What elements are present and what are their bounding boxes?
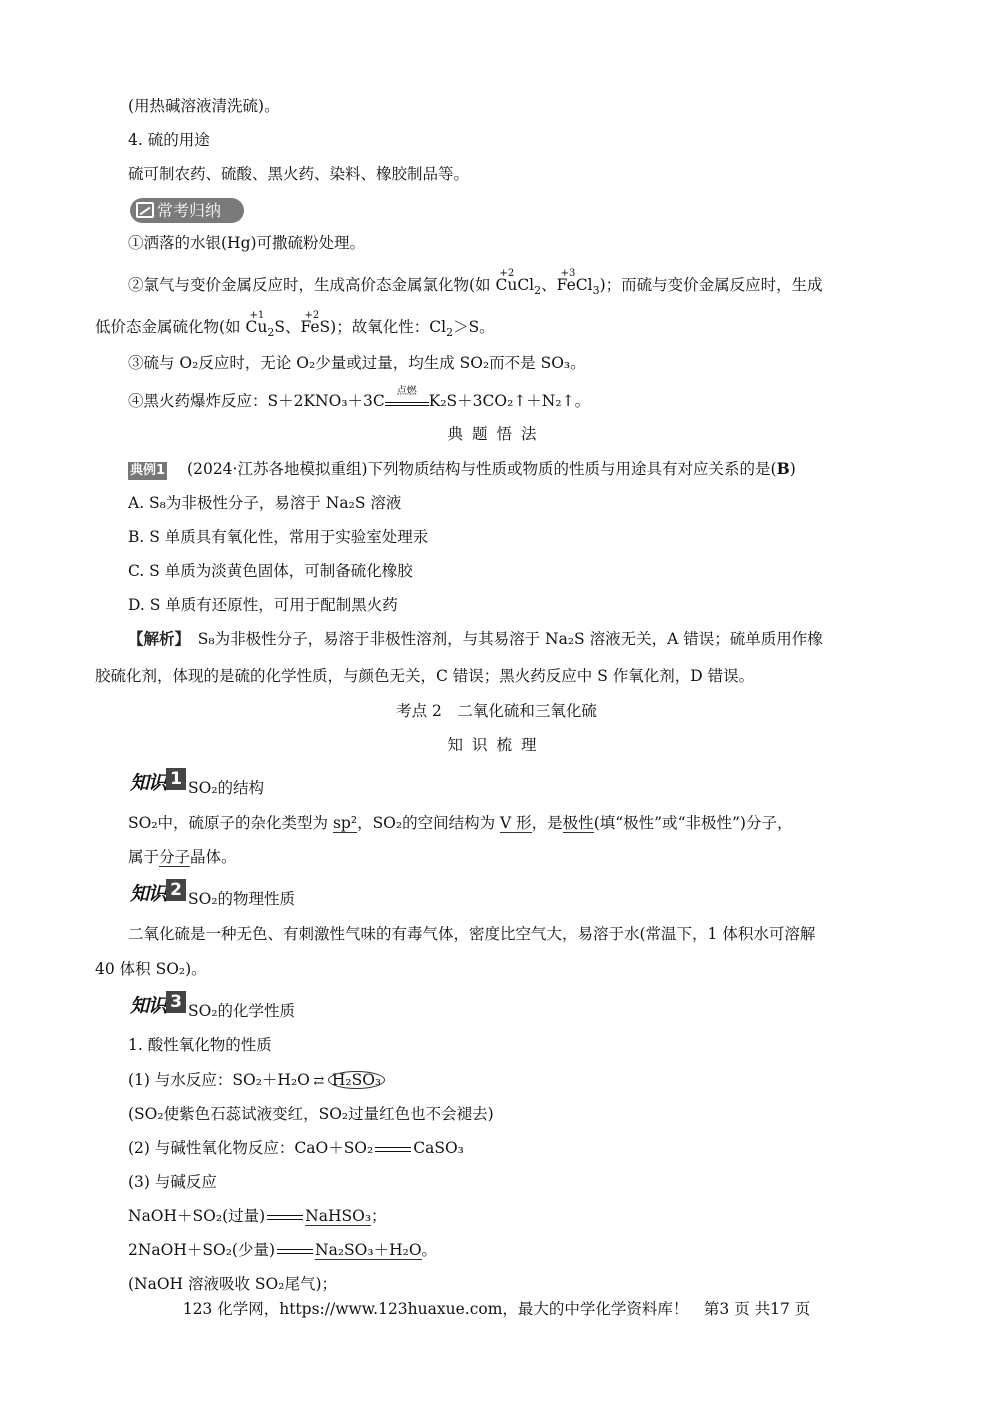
option-c: C. S 单质为淡黄色固体，可制备硫化橡胶 <box>128 562 413 580</box>
c-line-4: (2) 与碱性氧化物反应：CaO＋SO₂ CaSO₃ <box>128 1139 464 1157</box>
text-line: (用热碱溶液清洗硫)。 <box>128 97 280 115</box>
note-3: ③硫与 O₂反应时，无论 O₂少量或过量，均生成 SO₂而不是 SO₃。 <box>128 354 586 372</box>
example-badge: 典例1 <box>130 463 166 478</box>
c-line-8: (NaOH 溶液吸收 SO₂尾气)； <box>128 1275 338 1293</box>
option-b: B. S 单质具有氧化性，常用于实验室处理汞 <box>128 528 429 546</box>
note-2: ②氯气与变价金属反应时，生成高价态金属氯化物(如 +2 CuCl$_2$、 +3 FeCl$_3$)；而硫与变价金属反应时，生成 <box>128 268 823 297</box>
note-4: ④黑火药爆炸反应：S＋2KNO₃＋3C 点燃 K₂S＋3CO₂↑＋N₂↑。 <box>128 386 591 410</box>
summary-tag-label: 常考归纳 <box>157 201 222 220</box>
section-title-example: 典题悟法 <box>447 425 546 443</box>
example-question: 典例1 (2024·江苏各地模拟重组)下列物质结构与性质或物质的性质与用途具有对应关系的是(B) <box>130 459 796 478</box>
c-line-6: NaOH＋SO₂(过量) NaHSO₃； <box>128 1207 387 1225</box>
c-line-5: (3) 与碱反应 <box>128 1173 217 1191</box>
c-line-2: (1) 与水反应：SO₂＋H₂O ⇄ H₂SO₃ <box>128 1069 385 1093</box>
knowledge-2-heading: 知识 2 SO₂的物理性质 <box>130 880 296 908</box>
answer: B <box>776 459 790 478</box>
reversible-arrow-icon: ⇄ <box>313 1074 325 1089</box>
equals-sign-icon <box>267 1215 303 1220</box>
note-2-cont: 低价态金属硫化物(如 +1 $Cu_2S$、 +2 FeS)；故氧化性：$Cl_2>S$。 <box>95 310 495 339</box>
summary-tag <box>130 198 244 223</box>
trend-chart-icon <box>136 202 154 218</box>
ignite-condition: 点燃 <box>385 393 429 406</box>
text-line: 硫可制农药、硫酸、黑火药、染料、橡胶制品等。 <box>128 165 470 183</box>
knowledge-1-heading: 知识 1 SO₂的结构 <box>130 769 265 797</box>
k1-line-2: 属于分子晶体。 <box>128 848 237 866</box>
k2-line-1: 二氧化硫是一种无色、有刺激性气味的有毒气体，密度比空气大，易溶于水(常温下，1 体积水可溶解 <box>128 925 816 943</box>
equals-sign-icon <box>277 1249 313 1254</box>
section-subtitle-knowledge: 知识梳理 <box>447 736 546 754</box>
k2-line-2: 40 体积 SO₂)。 <box>95 960 207 978</box>
cu2s-formula: +1 $Cu_2S$ <box>245 310 285 339</box>
k1-line-1: SO₂中，硫原子的杂化类型为 sp²，SO₂的空间结构为 V 形，是极性(填“极性”或“非极性”)分子， <box>128 814 793 832</box>
c-line-7: 2NaOH＋SO₂(少量) Na₂SO₃＋H₂O。 <box>128 1241 438 1259</box>
analysis-line-1: 【解析】 S₈为非极性分子，易溶于非极性溶剂，与其易溶于 Na₂S 溶液无关，A 错误；硫单质用作橡 <box>128 629 823 648</box>
page-footer: 123 化学网，https://www.123huaxue.com，最大的中学化学资料库！ 第3 页 共17 页 <box>182 1300 811 1318</box>
analysis-line-2: 胶硫化剂，体现的是硫的化学性质，与颜色无关，C 错误；黑火药反应中 S 作氧化剂，D 错误。 <box>95 667 755 685</box>
note-1: ①洒落的水银(Hg)可撒硫粉处理。 <box>128 234 366 252</box>
fecl3-formula: +3 FeCl$_3$ <box>556 268 600 297</box>
c-line-1: 1. 酸性氧化物的性质 <box>128 1036 272 1054</box>
knowledge-3-heading: 知识 3 SO₂的化学性质 <box>130 992 296 1020</box>
cucl2-formula: +2 CuCl$_2$ <box>495 268 542 297</box>
section-title-topic2: 考点 2 二氧化硫和三氧化硫 <box>396 702 597 720</box>
text-line: 4. 硫的用途 <box>128 131 210 149</box>
c-line-3: (SO₂使紫色石蕊试液变红，SO₂过量红色也不会褪去) <box>128 1105 494 1123</box>
option-a: A. S₈为非极性分子，易溶于 Na₂S 溶液 <box>128 494 402 512</box>
fes-formula: +2 FeS <box>300 310 331 336</box>
analysis-label: 【解析】 <box>128 629 183 648</box>
option-d: D. S 单质有还原性，可用于配制黑火药 <box>128 596 398 614</box>
equals-sign-icon <box>375 1147 411 1152</box>
